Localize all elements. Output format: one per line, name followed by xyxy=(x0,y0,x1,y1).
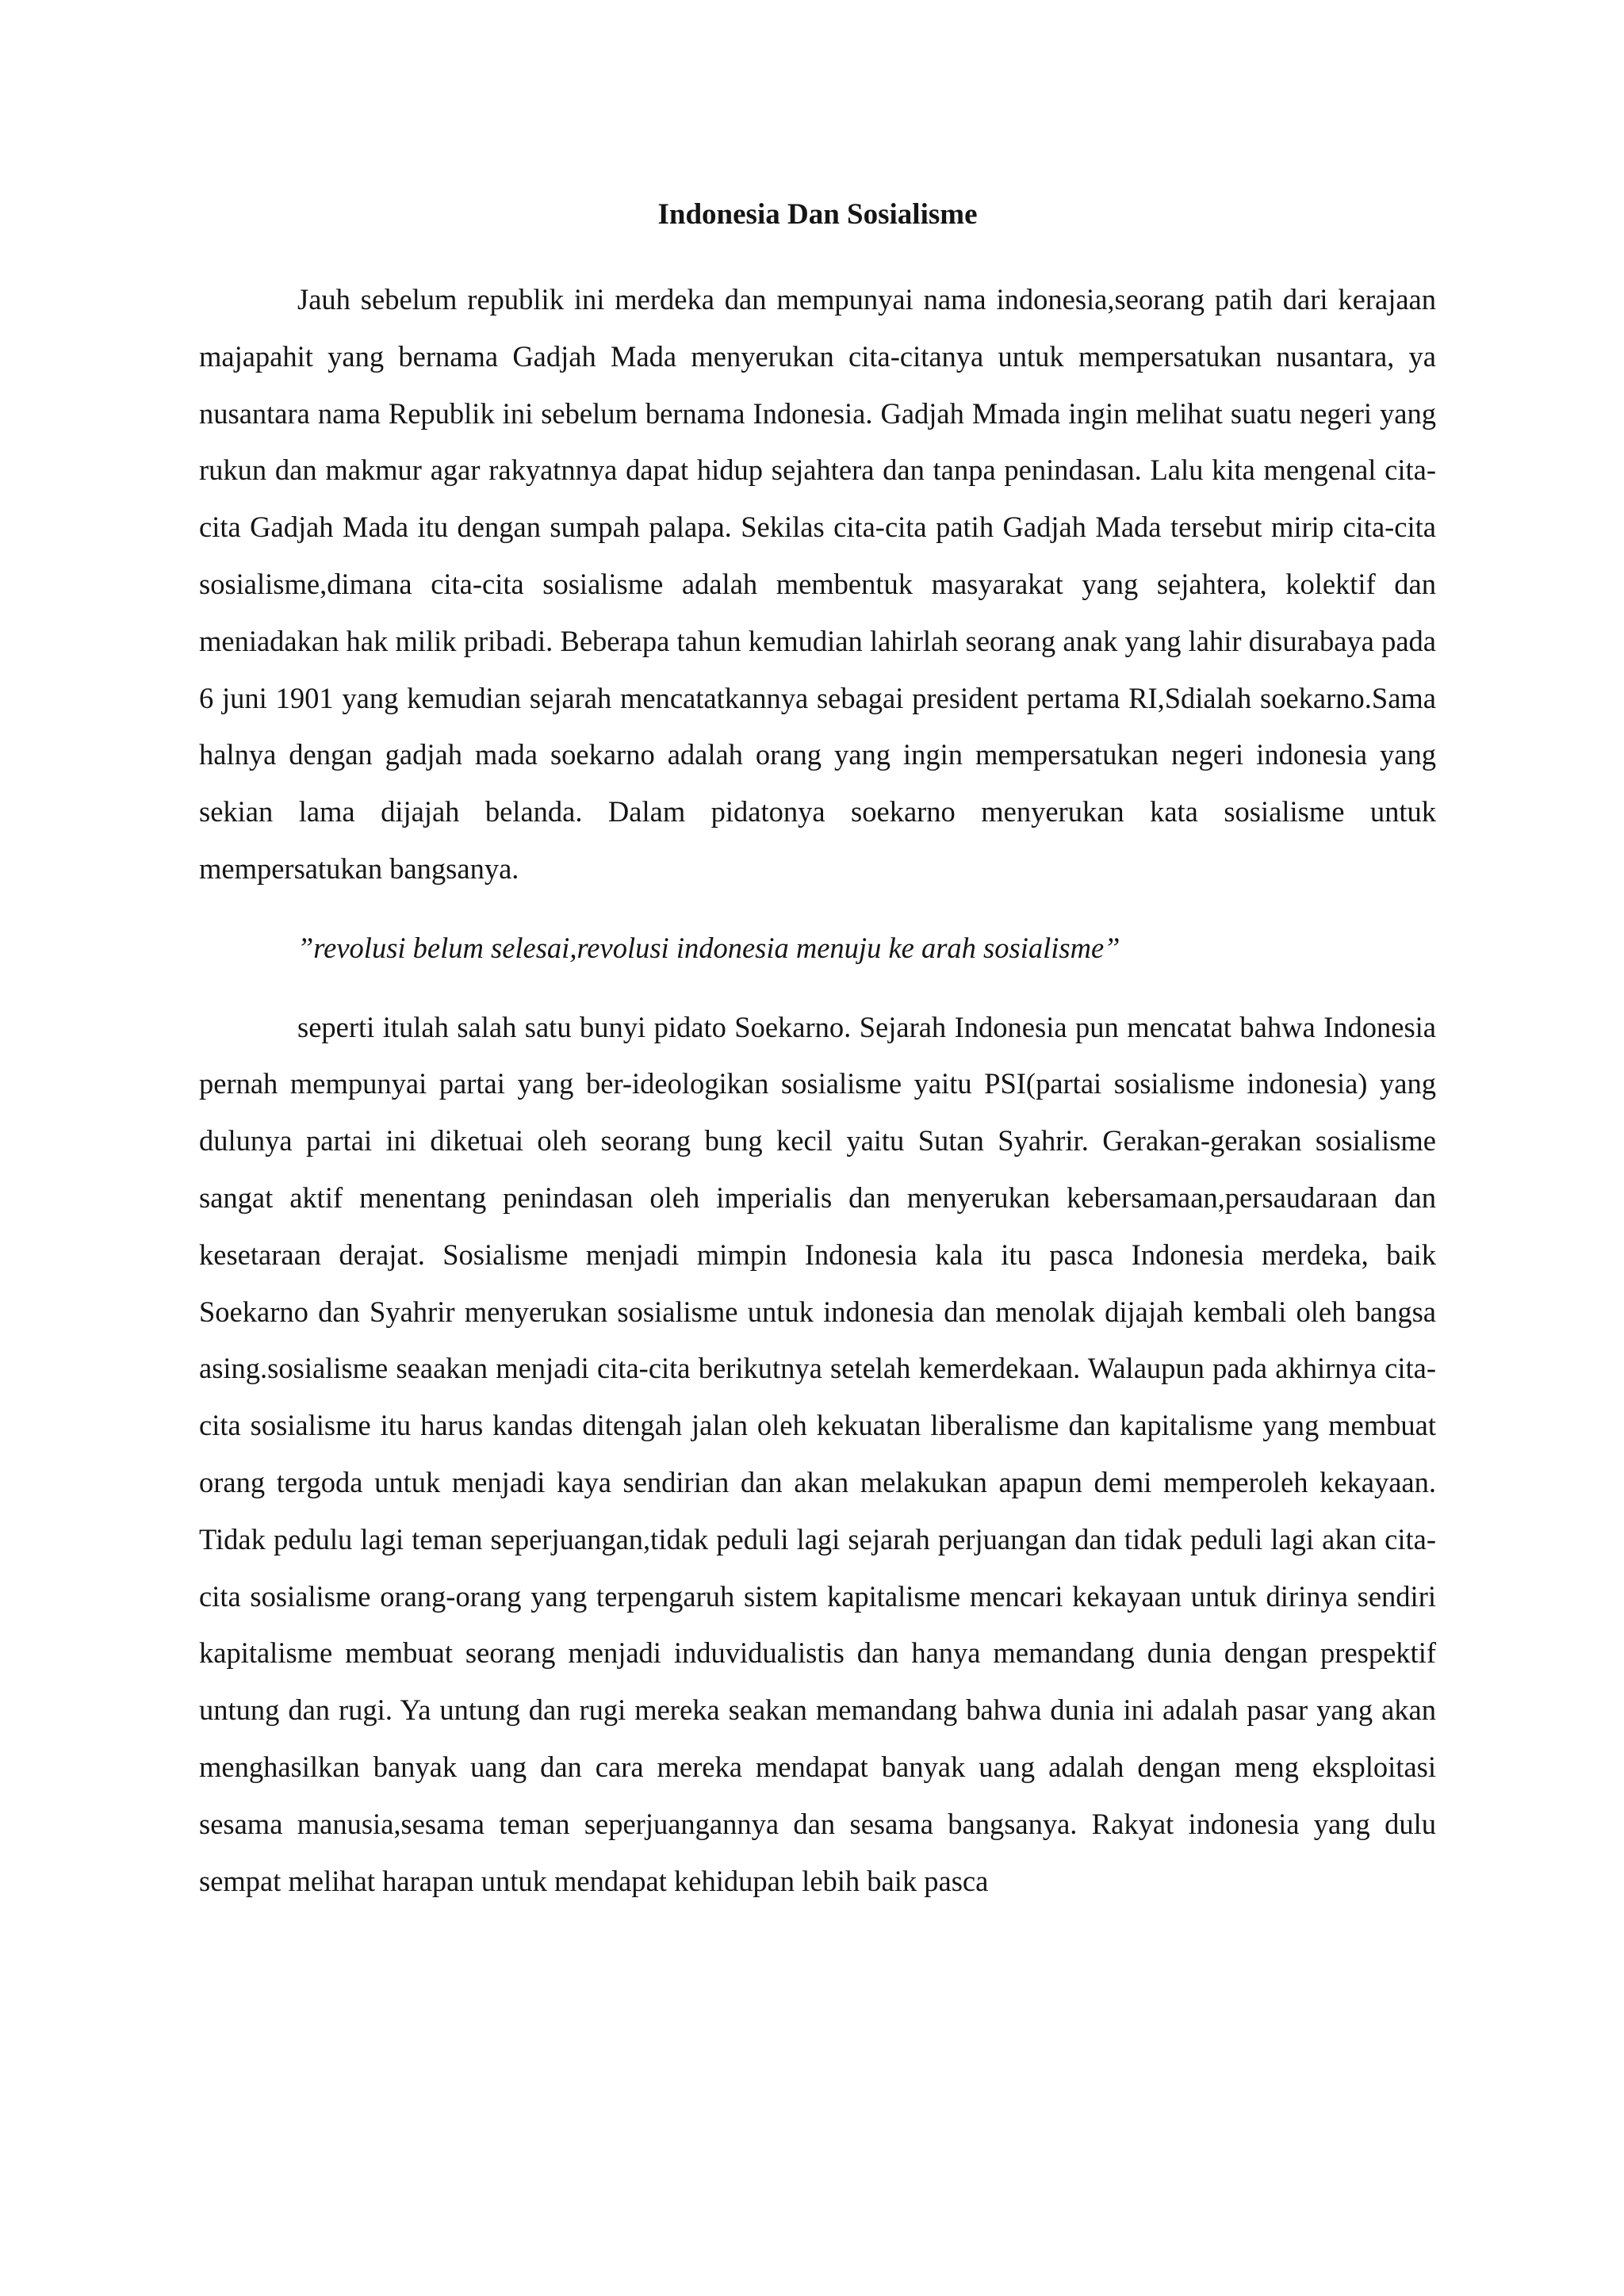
quote-text: ”revolusi belum selesai,revolusi indonesia menuju ke arah sosialisme” xyxy=(297,931,1120,964)
paragraph-1: Jauh sebelum republik ini merdeka dan mempunyai nama indonesia,seorang patih dari kerajaan majapahit yang bernama Gadjah Mada menyerukan cita-citanya untuk mempersatukan nusantara, ya nusantara nama Republik ini sebelum bernama Indonesia. Gadjah Mmada ingin melihat suatu negeri yang rukun dan makmur agar rakyatnnya dapat hidup sejahtera dan tanpa penindasan. Lalu kita mengenal cita-cita Gadjah Mada itu dengan sumpah palapa. Sekilas cita-cita patih Gadjah Mada tersebut mirip cita-cita sosialisme,dimana cita-cita sosialisme adalah membentuk masyarakat yang sejahtera, kolektif dan meniadakan hak milik pribadi. Beberapa tahun kemudian lahirlah seorang anak yang lahir disurabaya pada 6 juni 1901 yang kemudian sejarah mencatatkannya sebagai president pertama RI,Sdialah soekarno.Sama halnya dengan gadjah mada soekarno adalah orang yang ingin mempersatukan negeri indonesia yang sekian lama dijajah belanda. Dalam pidatonya soekarno menyerukan kata sosialisme untuk mempersatukan bangsanya. xyxy=(199,283,1436,885)
document-title: Indonesia Dan Sosialisme xyxy=(657,198,978,231)
document-body xyxy=(199,190,1436,1909)
paragraph-2: seperti itulah salah satu bunyi pidato Soekarno. Sejarah Indonesia pun mencatat bahwa Indonesia pernah mempunyai partai yang ber-ideologikan sosialisme yaitu PSI(partai sosialisme indonesia) yang dulunya partai ini diketuai oleh seorang bung kecil yaitu Sutan Syahrir. Gerakan-gerakan sosialisme sangat aktif menentang penindasan oleh imperialis dan menyerukan kebersamaan,persaudaraan dan kesetaraan derajat. Sosialisme menjadi mimpin Indonesia kala itu pasca Indonesia merdeka, baik Soekarno dan Syahrir menyerukan sosialisme untuk indonesia dan menolak dijajah kembali oleh bangsa asing.sosialisme seaakan menjadi cita-cita berikutnya setelah kemerdekaan. Walaupun pada akhirnya cita-cita sosialisme itu harus kandas ditengah jalan oleh kekuatan liberalisme dan kapitalisme yang membuat orang tergoda untuk menjadi kaya sendirian dan akan melakukan apapun demi memperoleh kekayaan. Tidak pedulu lagi teman seperjuangan,tidak peduli lagi sejarah perjuangan dan tidak peduli lagi akan cita-cita sosialisme orang-orang yang terpengaruh sistem kapitalisme mencari kekayaan untuk dirinya sendiri kapitalisme membuat seorang menjadi induvidualistis dan hanya memandang dunia dengan prespektif untung dan rugi. Ya untung dan rugi mereka seakan memandang bahwa dunia ini adalah pasar yang akan menghasilkan banyak uang dan cara mereka mendapat banyak uang adalah dengan meng eksploitasi sesama manusia,sesama teman seperjuangannya dan sesama bangsanya. Rakyat indonesia yang dulu sempat melihat harapan untuk mendapat kehidupan lebih baik pasca xyxy=(199,1010,1436,1897)
